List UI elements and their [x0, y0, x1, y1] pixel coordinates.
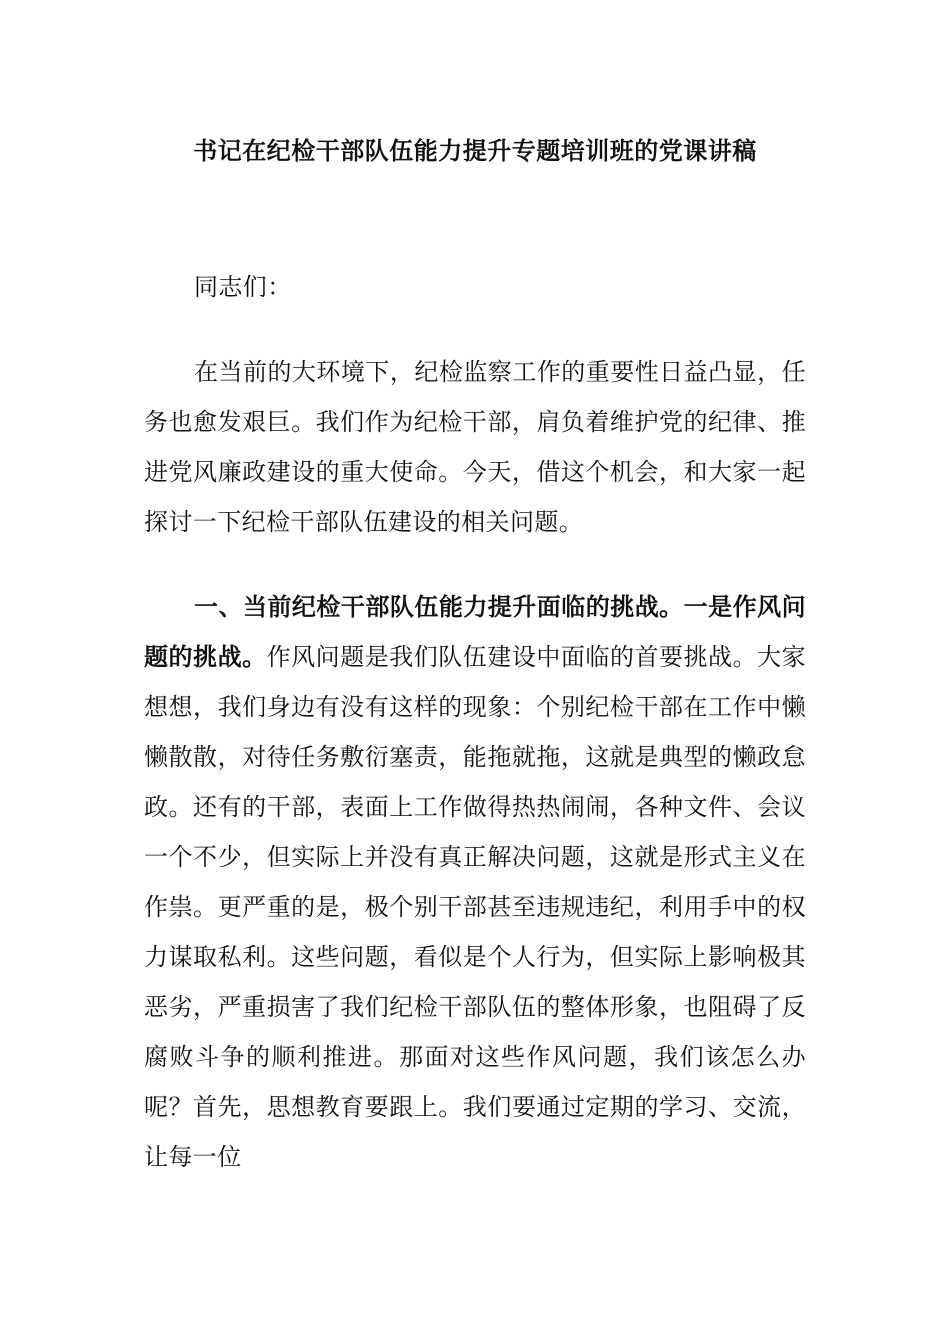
section-heading: 一、当前纪检干部队伍能力提升面临的挑战。	[194, 593, 684, 621]
paragraph-challenges	[144, 582, 806, 1182]
paragraph-intro: 在当前的大环境下，纪检监察工作的重要性日益凸显，任务也愈发艰巨。我们作为纪检干部，肩负着维护党的纪律、推进党风廉政建设的重大使命。今天，借这个机会，和大家一起探讨一下纪检干部队伍建设的相关问题。	[144, 358, 806, 536]
sub-heading: 一是作风问题的挑战。	[144, 593, 807, 671]
greeting: 同志们：	[194, 273, 292, 301]
document-title: 书记在纪检干部队伍能力提升专题培训班的党课讲稿	[193, 137, 757, 165]
paragraph-body: 作风问题是我们队伍建设中面临的首要挑战。大家想想，我们身边有没有这样的现象：个别纪检干部在工作中懒懒散散，对待任务敷衍塞责，能拖就拖，这就是典型的懒政怠政。还有的干部，表面上工作做得热热闹闹，各种文件、会议一个不少，但实际上并没有真正解决问题，这就是形式主义在作祟。更严重的是，极个别干部甚至违规违纪，利用手中的权力谋取私利。这些问题，看似是个人行为，但实际上影响极其恶劣，严重损害了我们纪检干部队伍的整体形象，也阻碍了反腐败斗争的顺利推进。那面对这些作风问题，我们该怎么办呢？首先，思想教育要跟上。我们要通过定期的学习、交流，让每一位	[144, 643, 806, 1171]
